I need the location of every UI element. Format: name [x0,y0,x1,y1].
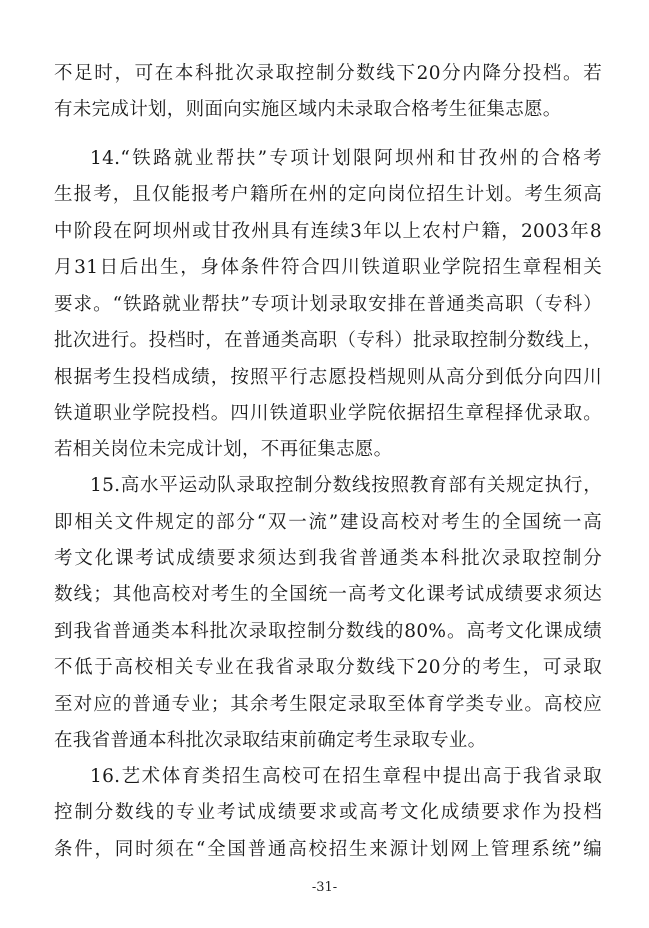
page-number: -31- [311,880,338,895]
paragraph-14-line-8: 铁道职业学院投档。四川铁道职业学院依据招生章程择优录取。 [54,403,602,424]
paragraph-14-line-1: 14.“铁路就业帮扶”专项计划限阿坝州和甘孜州的合格考 [90,148,602,169]
paragraph-14-line-3: 中阶段在阿坝州或甘孜州具有连续3年以上农村户籍，2003年8 [54,221,602,242]
paragraph-13-line-1: 不足时，可在本科批次录取控制分数线下20分内降分投档。若 [54,63,602,84]
paragraph-15-line-2: 即相关文件规定的部分“双一流”建设高校对考生的全国统一高 [54,512,602,533]
paragraph-16-line-3: 条件，同时须在“全国普通高校招生来源计划网上管理系统”编 [54,839,602,860]
paragraph-14-line-9: 若相关岗位未完成计划，不再征集志愿。 [54,439,393,460]
paragraph-15-line-6: 不低于高校相关专业在我省录取分数线下20分的考生，可录取 [54,657,602,678]
paragraph-15-line-1: 15.高水平运动队录取控制分数线按照教育部有关规定执行， [90,475,602,496]
paragraph-15-line-4: 数线；其他高校对考生的全国统一高考文化课考试成绩要求须达 [54,584,602,605]
paragraph-15-line-3: 考文化课考试成绩要求须达到我省普通类本科批次录取控制分 [54,548,602,569]
paragraph-14-line-6: 批次进行。投档时，在普通类高职（专科）批录取控制分数线上， [54,330,602,351]
paragraph-14-line-4: 月31日后出生，身体条件符合四川铁道职业学院招生章程相关 [54,257,602,278]
paragraph-16-line-2: 控制分数线的专业考试成绩要求或高考文化成绩要求作为投档 [54,802,602,823]
paragraph-16-line-1: 16.艺术体育类招生高校可在招生章程中提出高于我省录取 [90,766,602,787]
paragraph-14-line-5: 要求。“铁路就业帮扶”专项计划录取安排在普通类高职（专科） [54,294,602,315]
paragraph-15-line-7: 至对应的普通专业；其余考生限定录取至体育学类专业。高校应 [54,694,602,715]
paragraph-15-line-5: 到我省普通类本科批次录取控制分数线的80%。高考文化课成绩 [54,621,602,642]
paragraph-14-line-2: 生报考，且仅能报考户籍所在州的定向岗位招生计划。考生须高 [54,184,602,205]
paragraph-14-line-7: 根据考生投档成绩，按照平行志愿投档规则从高分到低分向四川 [54,367,602,388]
paragraph-15-line-8: 在我省普通本科批次录取结束前确定考生录取专业。 [54,730,487,751]
paragraph-13-line-2: 有未完成计划，则面向实施区域内未录取合格考生征集志愿。 [54,99,562,120]
